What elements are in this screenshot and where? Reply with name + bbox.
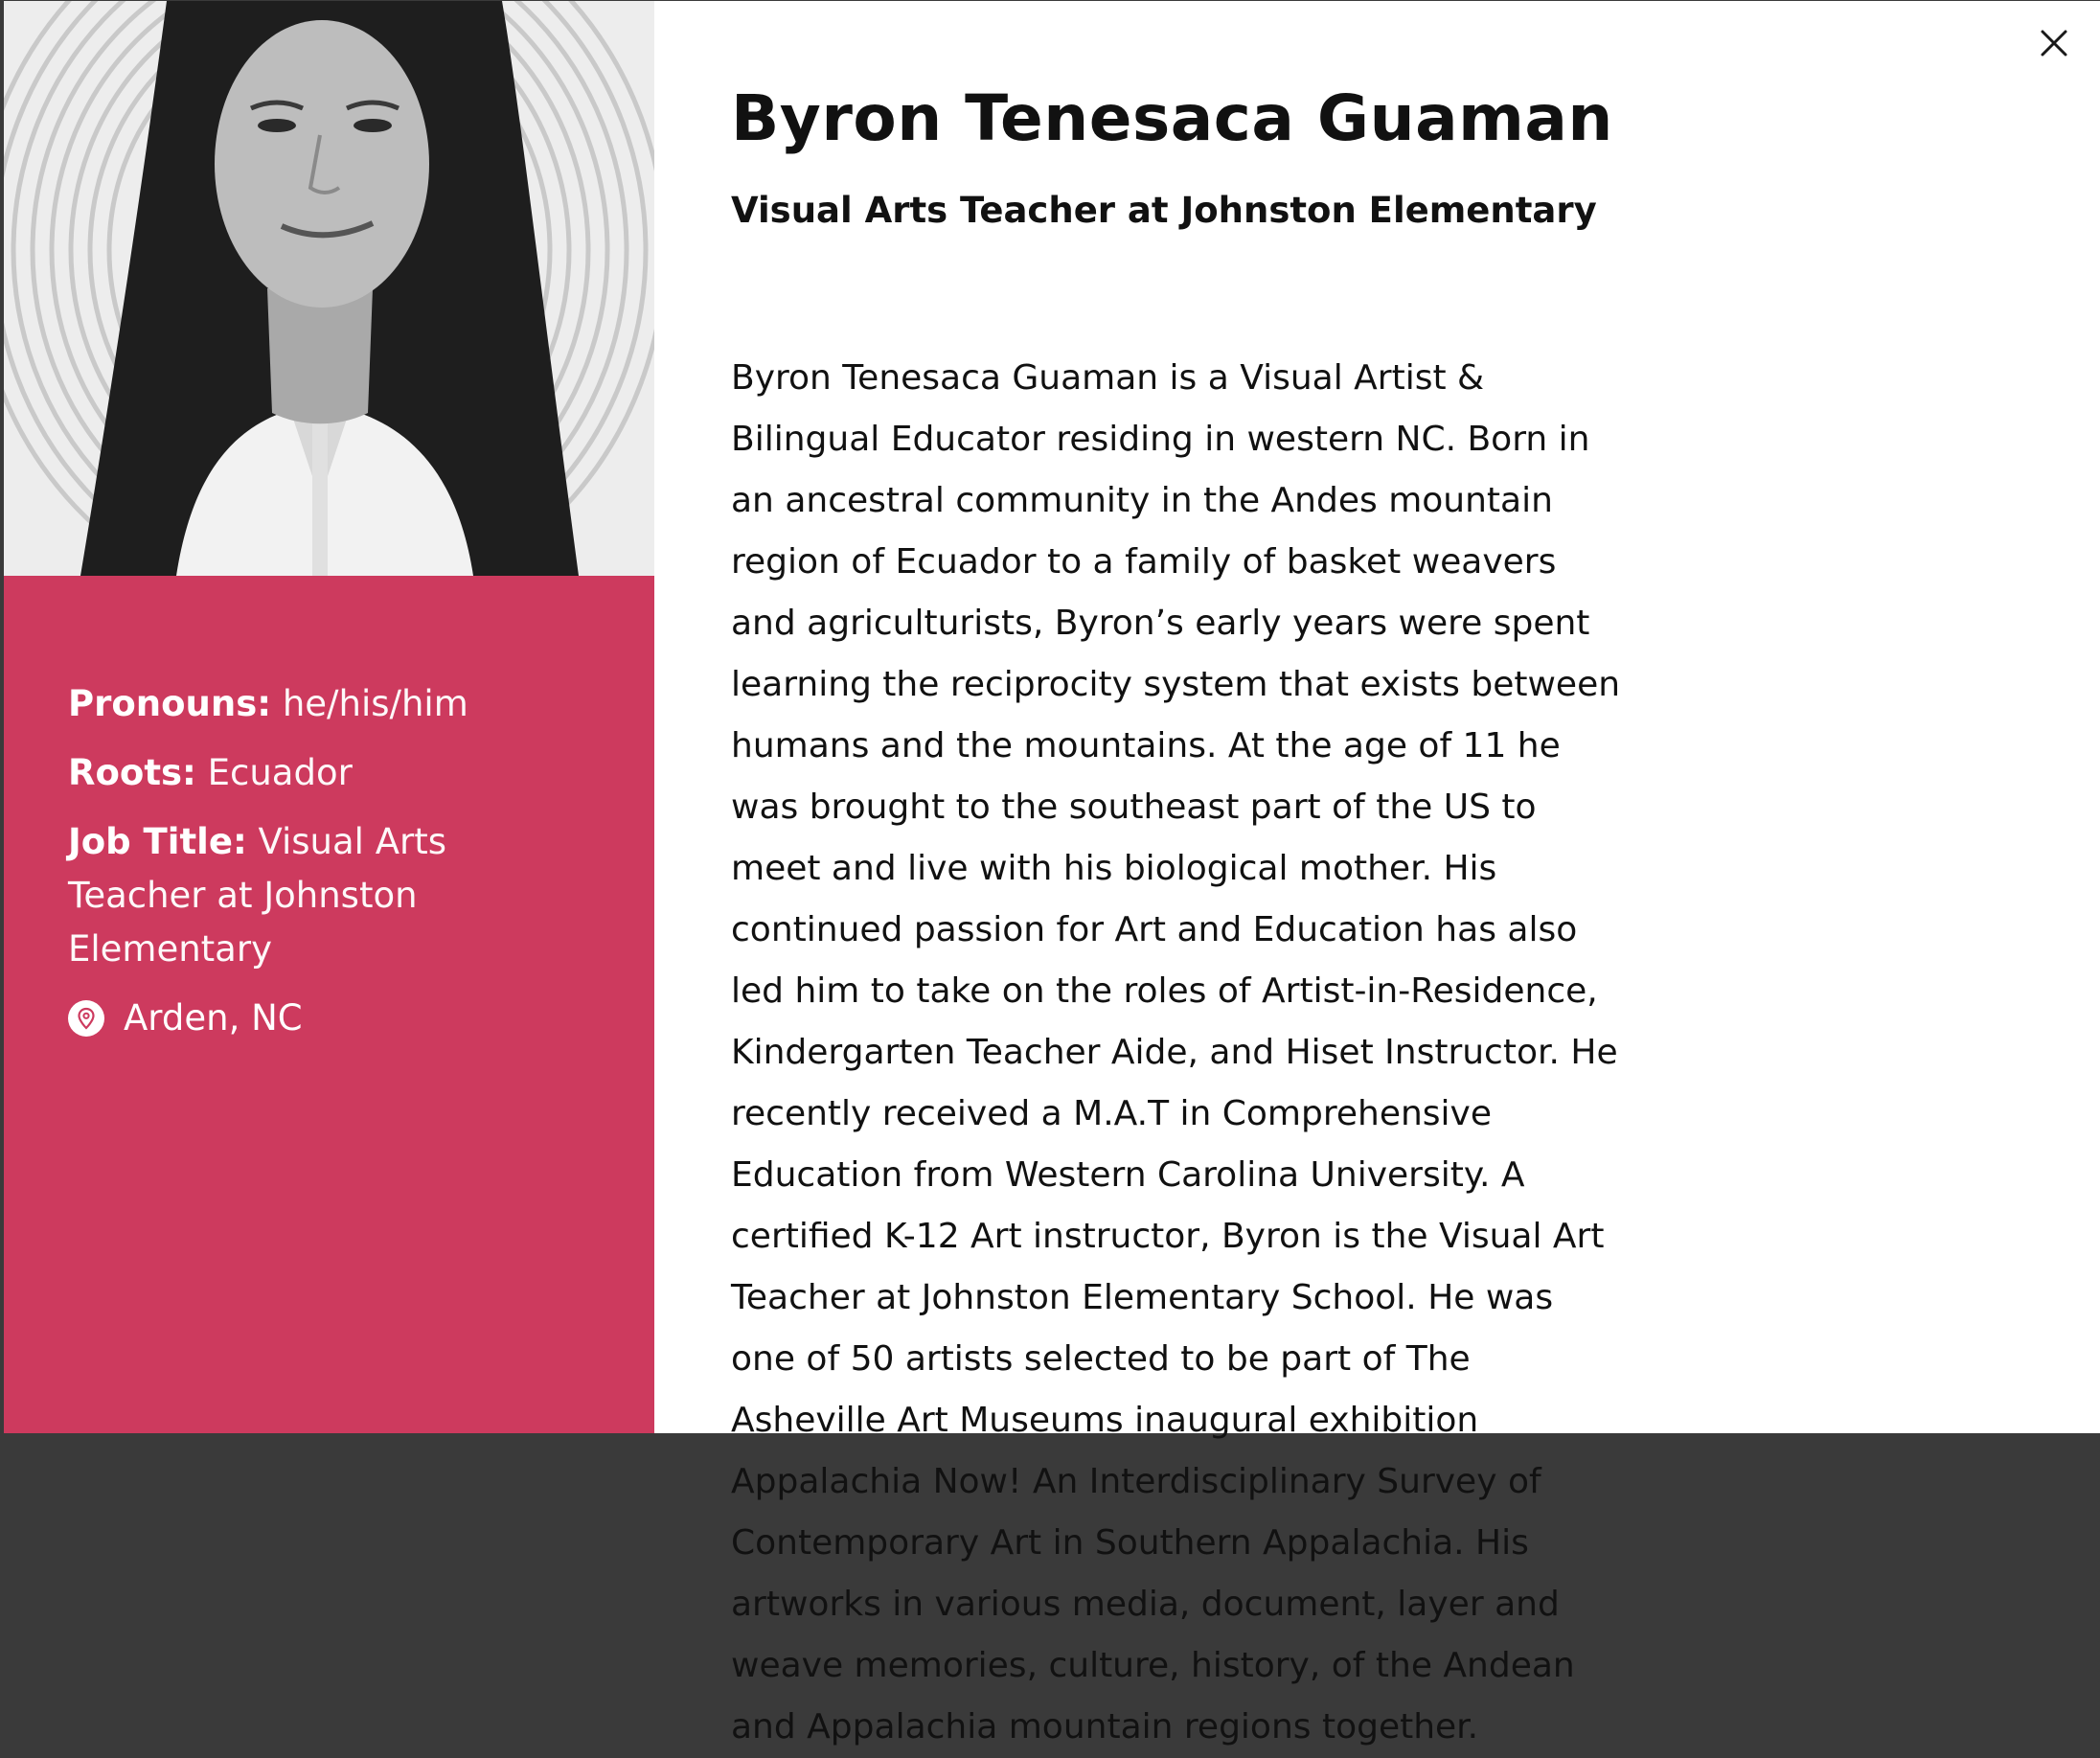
location-value: Arden, NC [124,997,303,1039]
profile-sidebar [4,1,654,1433]
pronouns-label: Pronouns: [68,683,272,724]
profile-details [4,576,654,1433]
close-button[interactable] [2037,26,2071,60]
job-title-value: Visual Arts Teacher at Johnston Elementary [68,821,447,970]
close-icon [2040,29,2068,57]
pronouns-value: he/his/him [282,683,468,724]
job-title-label: Job Title: [68,821,247,862]
roots-label: Roots: [68,752,196,793]
roots-row [68,746,591,800]
profile-modal [4,1,2100,1747]
profile-bio: Byron Tenesaca Guaman is a Visual Artist & Bilingual Educator residing in western NC. Born in an ancestral community in the Andes mountain region of Ecuador to a family of basket weavers and agriculturists, Byron’s early years were spent learning the reciprocity system that exists between humans and the mountains. At the age of 11 he was brought to the southeast part of the US to meet and live with his biological mother. His continued passion for Art and Education has also led him to take on the roles of Artist-in-Residence, Kindergarten Teacher Aide, and Hiset Instructor. He recently received a M.A.T in Comprehensive Education from Western Carolina University. A certified K-12 Art instructor, Byron is the Visual Art Teacher at Johnston Elementary School. He was one of 50 artists selected to be part of The Asheville Art Museums inaugural exhibition Appalachia Now! An Interdisciplinary Survey of Contemporary Art in Southern Appalachia. His artworks in various media, document, layer and weave memories, culture, history, of the Andean and Appalachia mountain regions together. [731,358,1621,1747]
profile-subtitle: Visual Arts Teacher at Johnston Elementary [731,190,1597,231]
job-title-row [68,815,591,976]
roots-value: Ecuador [207,752,353,793]
location-pin-icon [68,1000,104,1037]
location-row [68,992,591,1045]
profile-photo [4,1,654,576]
profile-name: Byron Tenesaca Guaman [731,81,1613,155]
pronouns-row [68,677,591,731]
profile-content [654,1,2100,1747]
